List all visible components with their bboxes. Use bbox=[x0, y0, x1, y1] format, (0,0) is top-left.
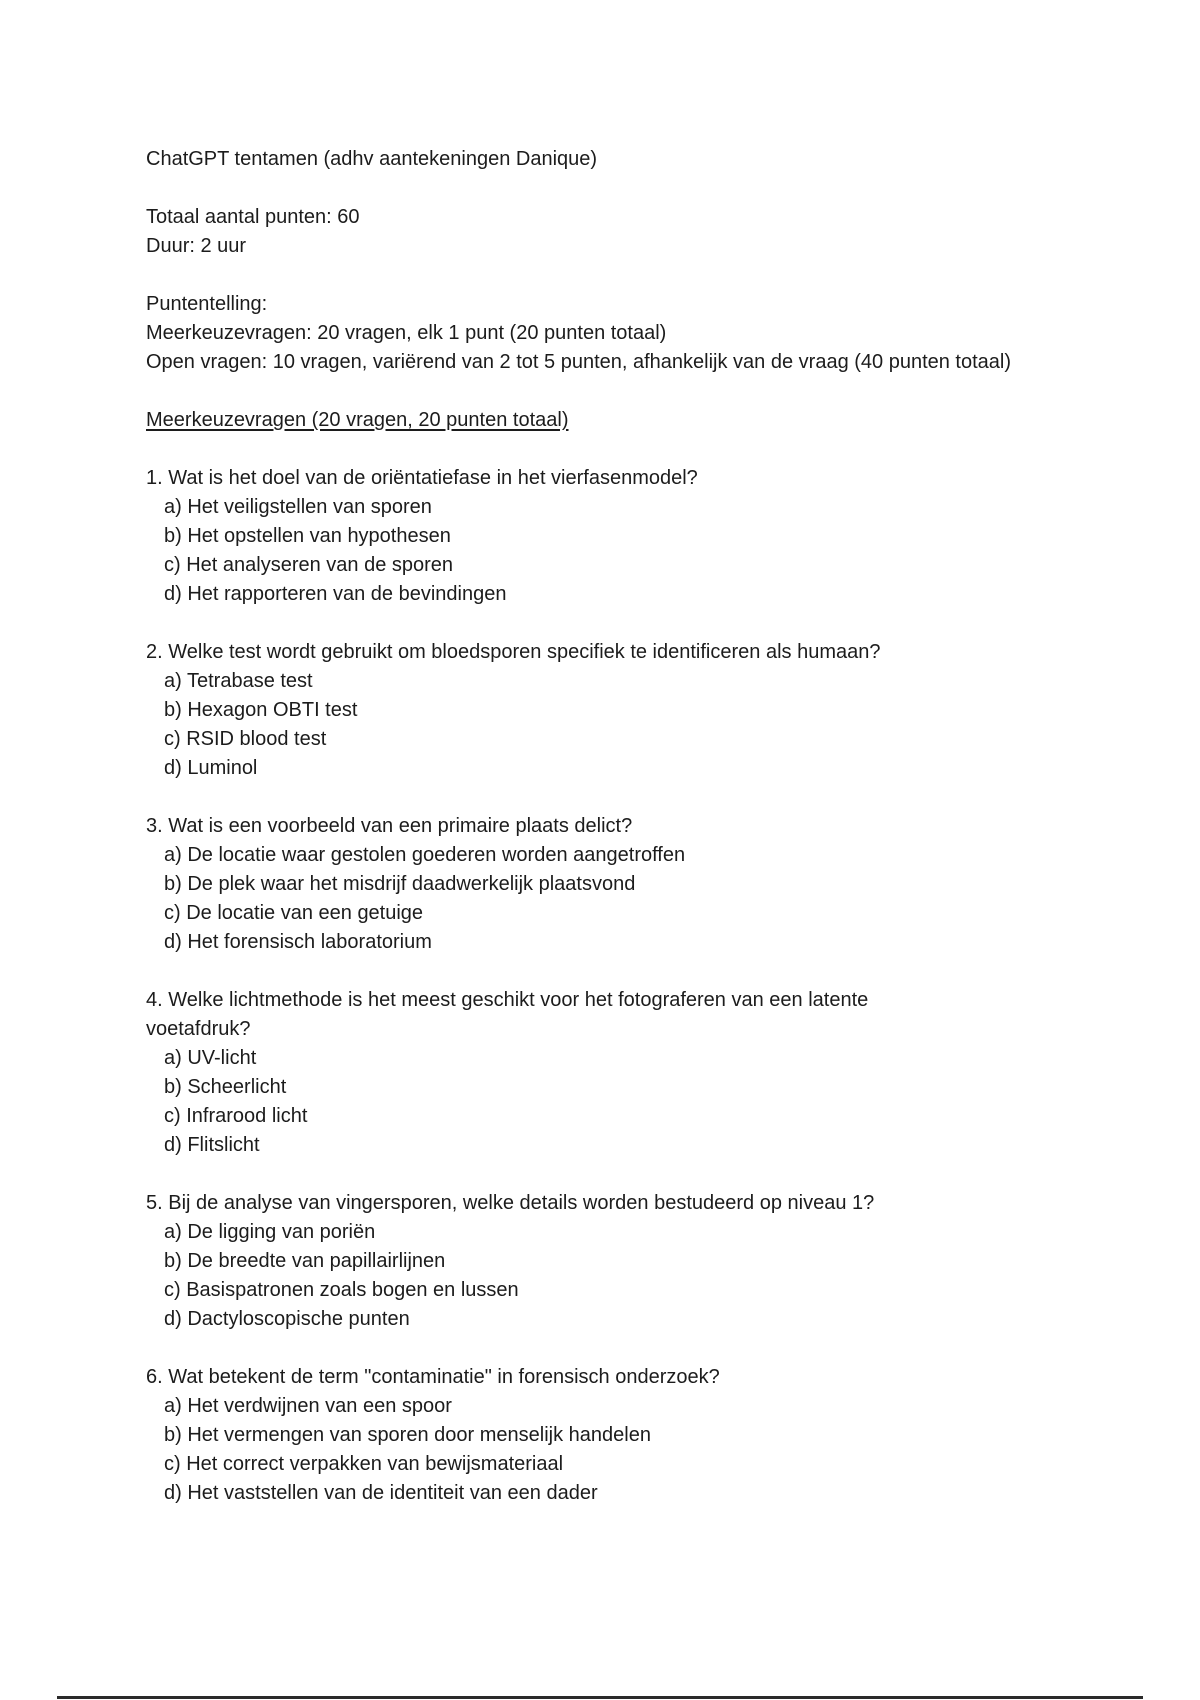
question-6 bbox=[146, 1363, 1066, 1508]
option-c: c) Het correct verpakken van bewijsmateriaal bbox=[164, 1453, 564, 1475]
option-a: a) UV-licht bbox=[164, 1047, 257, 1069]
option-d: d) Het rapporteren van de bevindingen bbox=[164, 583, 507, 605]
scoring-multiple-choice: Meerkeuzevragen: 20 vragen, elk 1 punt (20 punten totaal) bbox=[146, 322, 667, 344]
spacer bbox=[146, 377, 1066, 406]
option-c: c) Basispatronen zoals bogen en lussen bbox=[164, 1279, 519, 1301]
option-a: a) De ligging van poriën bbox=[164, 1221, 376, 1243]
question-4 bbox=[146, 986, 1066, 1160]
option-c: c) Het analyseren van de sporen bbox=[164, 554, 454, 576]
question-text: 6. Wat betekent de term "contaminatie" in forensisch onderzoek? bbox=[146, 1366, 720, 1388]
option-a: a) Het veiligstellen van sporen bbox=[164, 496, 432, 518]
option-d: d) Luminol bbox=[164, 757, 258, 779]
scoring-open-questions: Open vragen: 10 vragen, variërend van 2 tot 5 punten, afhankelijk van de vraag (40 punten totaal) bbox=[146, 351, 1012, 373]
duration: Duur: 2 uur bbox=[146, 235, 247, 257]
option-b: b) Het opstellen van hypothesen bbox=[164, 525, 451, 547]
option-c: c) Infrarood licht bbox=[164, 1105, 308, 1127]
option-a: a) Het verdwijnen van een spoor bbox=[164, 1395, 452, 1417]
option-b: b) Hexagon OBTI test bbox=[164, 699, 358, 721]
option-b: b) De plek waar het misdrijf daadwerkelijk plaatsvond bbox=[164, 873, 636, 895]
scoring-heading: Puntentelling: bbox=[146, 293, 268, 315]
document-title: ChatGPT tentamen (adhv aantekeningen Danique) bbox=[146, 148, 598, 170]
question-3 bbox=[146, 812, 1066, 957]
option-c: c) RSID blood test bbox=[164, 728, 327, 750]
section-heading-multiple-choice: Meerkeuzevragen (20 vragen, 20 punten totaal) bbox=[146, 409, 569, 431]
question-text: 3. Wat is een voorbeeld van een primaire plaats delict? bbox=[146, 815, 633, 837]
question-5 bbox=[146, 1189, 1066, 1334]
question-text: 2. Welke test wordt gebruikt om bloedsporen specifiek te identificeren als humaan? bbox=[146, 641, 881, 663]
option-b: b) De breedte van papillairlijnen bbox=[164, 1250, 446, 1272]
spacer bbox=[146, 435, 1066, 464]
question-2 bbox=[146, 638, 1066, 783]
spacer bbox=[146, 261, 1066, 290]
total-points: Totaal aantal punten: 60 bbox=[146, 206, 360, 228]
question-1 bbox=[146, 464, 1066, 609]
option-d: d) Flitslicht bbox=[164, 1134, 260, 1156]
question-text-line-1: 4. Welke lichtmethode is het meest geschikt voor het fotograferen van een latente bbox=[146, 989, 869, 1011]
option-d: d) Dactyloscopische punten bbox=[164, 1308, 410, 1330]
document-page bbox=[146, 145, 1066, 1537]
option-a: a) De locatie waar gestolen goederen worden aangetroffen bbox=[164, 844, 686, 866]
question-text: 5. Bij de analyse van vingersporen, welke details worden bestudeerd op niveau 1? bbox=[146, 1192, 875, 1214]
question-text-line-2: voetafdruk? bbox=[146, 1018, 251, 1040]
question-text: 1. Wat is het doel van de oriëntatiefase in het vierfasenmodel? bbox=[146, 467, 698, 489]
option-b: b) Het vermengen van sporen door menselijk handelen bbox=[164, 1424, 651, 1446]
page-divider bbox=[57, 1696, 1143, 1699]
option-d: d) Het vaststellen van de identiteit van een dader bbox=[164, 1482, 598, 1504]
option-c: c) De locatie van een getuige bbox=[164, 902, 424, 924]
option-d: d) Het forensisch laboratorium bbox=[164, 931, 432, 953]
spacer bbox=[146, 174, 1066, 203]
option-b: b) Scheerlicht bbox=[164, 1076, 287, 1098]
option-a: a) Tetrabase test bbox=[164, 670, 313, 692]
